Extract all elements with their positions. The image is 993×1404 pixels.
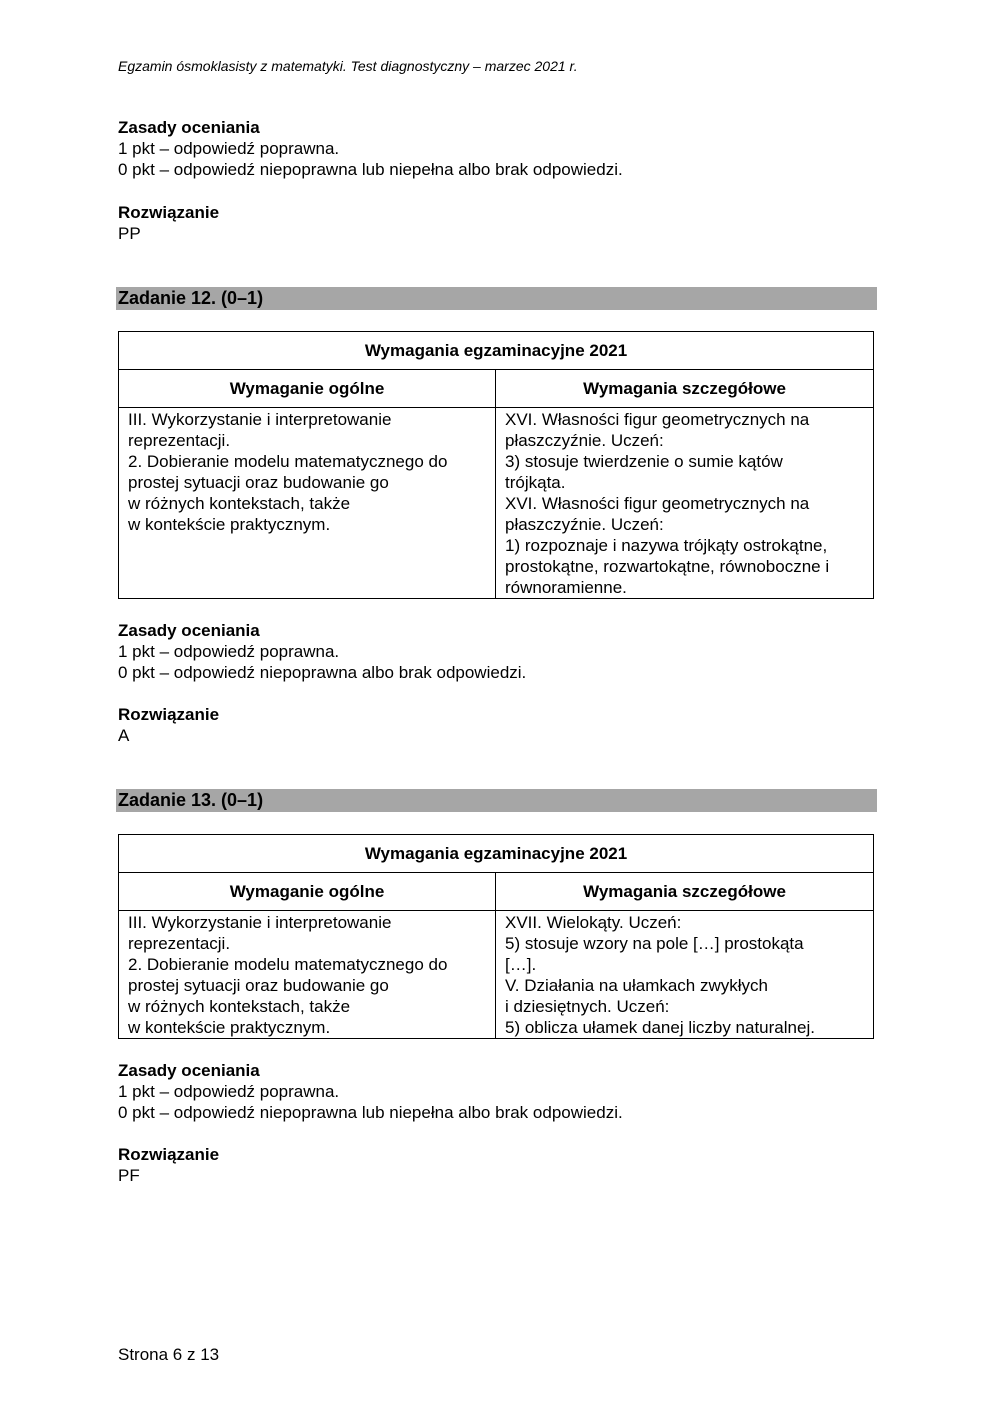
text-line: […].: [505, 955, 537, 974]
text-line: reprezentacji.: [128, 431, 231, 450]
rule-line: 0 pkt – odpowiedź niepoprawna albo brak odpowiedzi.: [118, 663, 527, 682]
text-line: 1) rozpoznaje i nazywa trójkąty ostrokątne,: [505, 536, 828, 555]
text-line: prostokątne, rozwartokątne, równoboczne i: [505, 557, 830, 576]
top-solution-section: [118, 202, 878, 244]
text-line: równoramienne.: [505, 578, 627, 597]
text-line: 5) oblicza ułamek danej liczby naturalnej.: [505, 1018, 815, 1037]
rule-line: 1 pkt – odpowiedź poprawna.: [118, 1082, 340, 1101]
text-line: w kontekście praktycznym.: [128, 515, 331, 534]
solution-heading: Rozwiązanie: [118, 1145, 220, 1164]
rules-heading: Zasady oceniania: [118, 1061, 260, 1080]
task-13-scoring-section: [118, 1060, 878, 1123]
rule-line: 1 pkt – odpowiedź poprawna.: [118, 139, 340, 158]
text-line: V. Działania na ułamkach zwykłych: [505, 976, 768, 995]
column-header-general: Wymaganie ogólne: [119, 370, 496, 408]
text-line: XVI. Własności figur geometrycznych na: [505, 410, 810, 429]
text-line: XVII. Wielokąty. Uczeń:: [505, 913, 682, 932]
column-header-detailed: Wymagania szczegółowe: [496, 370, 874, 408]
solution-heading: Rozwiązanie: [118, 203, 220, 222]
text-line: 3) stosuje twierdzenie o sumie kątów: [505, 452, 783, 471]
top-scoring-section: [118, 117, 878, 180]
text-line: w różnych kontekstach, także: [128, 997, 351, 1016]
text-line: XVI. Własności figur geometrycznych na: [505, 494, 810, 513]
text-line: prostej sytuacji oraz budowanie go: [128, 976, 389, 995]
text-line: 5) stosuje wzory na pole […] prostokąta: [505, 934, 804, 953]
text-line: i dziesiętnych. Uczeń:: [505, 997, 670, 1016]
task-13-title: Zadanie 13. (0–1): [116, 789, 877, 812]
text-line: 2. Dobieranie modelu matematycznego do: [128, 955, 448, 974]
rule-line: 1 pkt – odpowiedź poprawna.: [118, 642, 340, 661]
rule-line: 0 pkt – odpowiedź niepoprawna lub niepełna albo brak odpowiedzi.: [118, 160, 623, 179]
text-line: prostej sytuacji oraz budowanie go: [128, 473, 389, 492]
page-header: Egzamin ósmoklasisty z matematyki. Test diagnostyczny – marzec 2021 r.: [118, 58, 578, 74]
solution-value: PF: [118, 1166, 140, 1185]
solution-heading: Rozwiązanie: [118, 705, 220, 724]
table-title: Wymagania egzaminacyjne 2021: [119, 835, 874, 873]
general-requirement-cell: [119, 408, 496, 599]
text-line: reprezentacji.: [128, 934, 231, 953]
column-header-detailed: Wymagania szczegółowe: [496, 873, 874, 911]
task-13-solution-section: [118, 1144, 878, 1186]
task-13-requirements-table: [118, 834, 874, 1039]
rules-heading: Zasady oceniania: [118, 118, 260, 137]
solution-value: A: [118, 726, 130, 745]
general-requirement-cell: [119, 911, 496, 1039]
table-title: Wymagania egzaminacyjne 2021: [119, 332, 874, 370]
solution-value: PP: [118, 224, 141, 243]
rules-heading: Zasady oceniania: [118, 621, 260, 640]
text-line: 2. Dobieranie modelu matematycznego do: [128, 452, 448, 471]
text-line: III. Wykorzystanie i interpretowanie: [128, 410, 392, 429]
text-line: płaszczyźnie. Uczeń:: [505, 431, 664, 450]
column-header-general: Wymaganie ogólne: [119, 873, 496, 911]
task-12-title: Zadanie 12. (0–1): [116, 287, 877, 310]
task-12-scoring-section: [118, 620, 878, 683]
detailed-requirement-cell: [496, 911, 874, 1039]
text-line: w kontekście praktycznym.: [128, 1018, 331, 1037]
task-12-solution-section: [118, 704, 878, 746]
page-number: Strona 6 z 13: [118, 1345, 220, 1364]
text-line: w różnych kontekstach, także: [128, 494, 351, 513]
rule-line: 0 pkt – odpowiedź niepoprawna lub niepełna albo brak odpowiedzi.: [118, 1103, 623, 1122]
text-line: trójkąta.: [505, 473, 566, 492]
text-line: III. Wykorzystanie i interpretowanie: [128, 913, 392, 932]
detailed-requirement-cell: [496, 408, 874, 599]
task-12-requirements-table: [118, 331, 874, 599]
text-line: płaszczyźnie. Uczeń:: [505, 515, 664, 534]
